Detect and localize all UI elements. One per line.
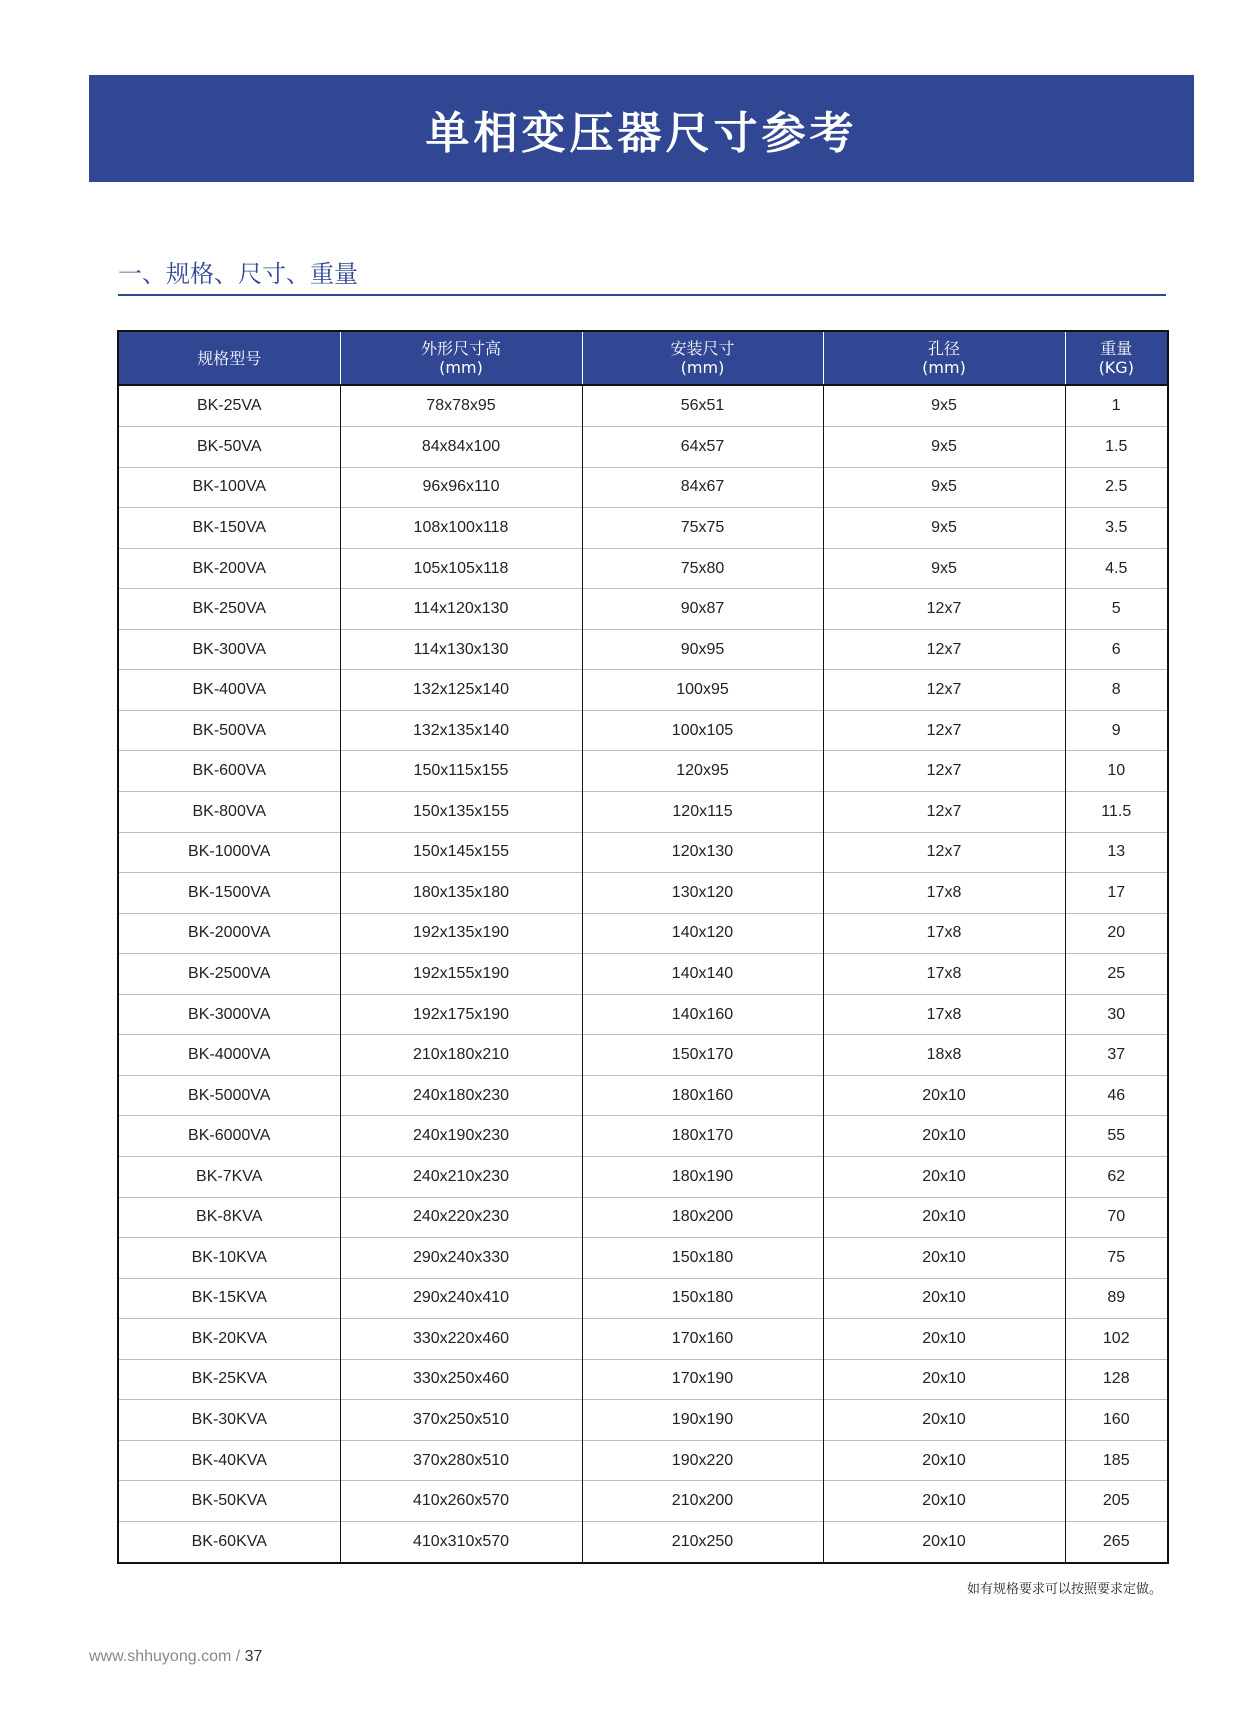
table-row [118, 1238, 1168, 1279]
table-row [118, 427, 1168, 468]
mount-size-cell: 56x51 [582, 385, 823, 427]
model-cell: BK-10KVA [118, 1238, 340, 1279]
mount-size-cell: 210x200 [582, 1481, 823, 1522]
outer-size-cell: 240x190x230 [340, 1116, 582, 1157]
table-row [118, 1521, 1168, 1563]
header-mount-size [582, 331, 823, 385]
hole-cell: 20x10 [823, 1278, 1065, 1319]
header-model-label: 规格型号 [197, 348, 262, 368]
table-row [118, 385, 1168, 427]
model-cell: BK-25KVA [118, 1359, 340, 1400]
mount-size-cell: 130x120 [582, 873, 823, 914]
hole-cell: 9x5 [823, 467, 1065, 508]
mount-size-cell: 140x140 [582, 954, 823, 995]
outer-size-cell: 105x105x118 [340, 548, 582, 589]
hole-cell: 20x10 [823, 1481, 1065, 1522]
mount-size-cell: 170x160 [582, 1319, 823, 1360]
table-row [118, 1035, 1168, 1076]
mount-size-cell: 180x190 [582, 1156, 823, 1197]
table-row [118, 670, 1168, 711]
custom-note: 如有规格要求可以按照要求定做。 [966, 1582, 1162, 1597]
hole-cell: 9x5 [823, 427, 1065, 468]
table-row [118, 994, 1168, 1035]
mount-size-cell: 100x105 [582, 710, 823, 751]
section-heading [118, 254, 1166, 296]
mount-size-cell: 180x200 [582, 1197, 823, 1238]
outer-size-cell: 210x180x210 [340, 1035, 582, 1076]
hole-cell: 12x7 [823, 710, 1065, 751]
hole-cell: 17x8 [823, 954, 1065, 995]
weight-cell: 20 [1065, 913, 1168, 954]
outer-size-cell: 410x260x570 [340, 1481, 582, 1522]
weight-cell: 55 [1065, 1116, 1168, 1157]
header-outer-size-unit: (mm) [439, 358, 483, 377]
outer-size-cell: 330x220x460 [340, 1319, 582, 1360]
outer-size-cell: 78x78x95 [340, 385, 582, 427]
spec-table [117, 330, 1169, 1564]
weight-cell: 8 [1065, 670, 1168, 711]
outer-size-cell: 290x240x410 [340, 1278, 582, 1319]
model-cell: BK-60KVA [118, 1521, 340, 1563]
outer-size-cell: 132x135x140 [340, 710, 582, 751]
outer-size-cell: 330x250x460 [340, 1359, 582, 1400]
mount-size-cell: 190x220 [582, 1440, 823, 1481]
outer-size-cell: 192x155x190 [340, 954, 582, 995]
model-cell: BK-5000VA [118, 1075, 340, 1116]
weight-cell: 4.5 [1065, 548, 1168, 589]
weight-cell: 25 [1065, 954, 1168, 995]
weight-cell: 89 [1065, 1278, 1168, 1319]
header-weight-unit: (KG) [1098, 358, 1134, 377]
model-cell: BK-200VA [118, 548, 340, 589]
model-cell: BK-1500VA [118, 873, 340, 914]
weight-cell: 205 [1065, 1481, 1168, 1522]
outer-size-cell: 114x130x130 [340, 629, 582, 670]
outer-size-cell: 370x280x510 [340, 1440, 582, 1481]
header-hole-label: 孔径 [927, 339, 960, 358]
model-cell: BK-100VA [118, 467, 340, 508]
weight-cell: 128 [1065, 1359, 1168, 1400]
weight-cell: 75 [1065, 1238, 1168, 1279]
page-footer [89, 1648, 262, 1666]
model-cell: BK-6000VA [118, 1116, 340, 1157]
hole-cell: 9x5 [823, 508, 1065, 549]
model-cell: BK-50KVA [118, 1481, 340, 1522]
page-number: 37 [244, 1648, 263, 1665]
header-model [118, 331, 340, 385]
model-cell: BK-300VA [118, 629, 340, 670]
hole-cell: 20x10 [823, 1440, 1065, 1481]
weight-cell: 62 [1065, 1156, 1168, 1197]
weight-cell: 5 [1065, 589, 1168, 630]
hole-cell: 17x8 [823, 994, 1065, 1035]
table-row [118, 751, 1168, 792]
outer-size-cell: 240x210x230 [340, 1156, 582, 1197]
hole-cell: 12x7 [823, 629, 1065, 670]
header-mount-size-label: 安装尺寸 [670, 339, 735, 358]
weight-cell: 265 [1065, 1521, 1168, 1563]
outer-size-cell: 240x180x230 [340, 1075, 582, 1116]
table-row [118, 1156, 1168, 1197]
table-row [118, 832, 1168, 873]
table-row [118, 792, 1168, 833]
weight-cell: 2.5 [1065, 467, 1168, 508]
model-cell: BK-3000VA [118, 994, 340, 1035]
hole-cell: 20x10 [823, 1075, 1065, 1116]
hole-cell: 20x10 [823, 1359, 1065, 1400]
title-banner [89, 75, 1194, 182]
model-cell: BK-400VA [118, 670, 340, 711]
table-row [118, 1481, 1168, 1522]
outer-size-cell: 290x240x330 [340, 1238, 582, 1279]
table-body [118, 385, 1168, 1563]
mount-size-cell: 75x80 [582, 548, 823, 589]
table-row [118, 954, 1168, 995]
hole-cell: 12x7 [823, 792, 1065, 833]
table-row [118, 1400, 1168, 1441]
hole-cell: 20x10 [823, 1521, 1065, 1563]
outer-size-cell: 410x310x570 [340, 1521, 582, 1563]
weight-cell: 6 [1065, 629, 1168, 670]
mount-size-cell: 75x75 [582, 508, 823, 549]
hole-cell: 12x7 [823, 832, 1065, 873]
table-row [118, 1075, 1168, 1116]
model-cell: BK-7KVA [118, 1156, 340, 1197]
hole-cell: 20x10 [823, 1116, 1065, 1157]
hole-cell: 20x10 [823, 1400, 1065, 1441]
model-cell: BK-8KVA [118, 1197, 340, 1238]
model-cell: BK-500VA [118, 710, 340, 751]
weight-cell: 3.5 [1065, 508, 1168, 549]
table-row [118, 589, 1168, 630]
weight-cell: 102 [1065, 1319, 1168, 1360]
table-row [118, 1359, 1168, 1400]
header-mount-size-unit: (mm) [680, 358, 725, 377]
mount-size-cell: 150x180 [582, 1238, 823, 1279]
weight-cell: 70 [1065, 1197, 1168, 1238]
outer-size-cell: 150x115x155 [340, 751, 582, 792]
hole-cell: 12x7 [823, 589, 1065, 630]
header-outer-size-label: 外形尺寸高 [420, 339, 501, 358]
weight-cell: 9 [1065, 710, 1168, 751]
outer-size-cell: 192x135x190 [340, 913, 582, 954]
hole-cell: 12x7 [823, 751, 1065, 792]
mount-size-cell: 140x160 [582, 994, 823, 1035]
table-row [118, 1319, 1168, 1360]
hole-cell: 9x5 [823, 385, 1065, 427]
weight-cell: 17 [1065, 873, 1168, 914]
model-cell: BK-50VA [118, 427, 340, 468]
hole-cell: 20x10 [823, 1156, 1065, 1197]
model-cell: BK-800VA [118, 792, 340, 833]
model-cell: BK-2000VA [118, 913, 340, 954]
mount-size-cell: 64x57 [582, 427, 823, 468]
page-title: 单相变压器尺寸参考 [425, 107, 858, 159]
mount-size-cell: 180x160 [582, 1075, 823, 1116]
header-outer-size [340, 331, 582, 385]
table-row [118, 508, 1168, 549]
mount-size-cell: 190x190 [582, 1400, 823, 1441]
model-cell: BK-40KVA [118, 1440, 340, 1481]
hole-cell: 9x5 [823, 548, 1065, 589]
mount-size-cell: 150x170 [582, 1035, 823, 1076]
mount-size-cell: 120x115 [582, 792, 823, 833]
hole-cell: 20x10 [823, 1238, 1065, 1279]
weight-cell: 10 [1065, 751, 1168, 792]
hole-cell: 20x10 [823, 1319, 1065, 1360]
table-row [118, 467, 1168, 508]
outer-size-cell: 84x84x100 [340, 427, 582, 468]
mount-size-cell: 170x190 [582, 1359, 823, 1400]
hole-cell: 20x10 [823, 1197, 1065, 1238]
outer-size-cell: 192x175x190 [340, 994, 582, 1035]
mount-size-cell: 140x120 [582, 913, 823, 954]
model-cell: BK-30KVA [118, 1400, 340, 1441]
outer-size-cell: 150x135x155 [340, 792, 582, 833]
model-cell: BK-600VA [118, 751, 340, 792]
mount-size-cell: 90x87 [582, 589, 823, 630]
mount-size-cell: 90x95 [582, 629, 823, 670]
model-cell: BK-15KVA [118, 1278, 340, 1319]
table-row [118, 629, 1168, 670]
model-cell: BK-25VA [196, 397, 262, 415]
website-link[interactable]: www.shhuyong.com [89, 1648, 232, 1665]
outer-size-cell: 96x96x110 [340, 467, 582, 508]
outer-size-cell: 132x125x140 [340, 670, 582, 711]
outer-size-cell: 180x135x180 [340, 873, 582, 914]
outer-size-cell: 114x120x130 [340, 589, 582, 630]
mount-size-cell: 180x170 [582, 1116, 823, 1157]
weight-cell: 160 [1065, 1400, 1168, 1441]
outer-size-cell: 108x100x118 [340, 508, 582, 549]
section-title: 一、规格、尺寸、重量 [118, 260, 358, 288]
table-row [118, 1278, 1168, 1319]
weight-cell: 1.5 [1065, 427, 1168, 468]
header-weight-label: 重量 [1100, 339, 1133, 358]
table-row [118, 1197, 1168, 1238]
weight-cell: 1 [1065, 385, 1168, 427]
header-hole [823, 331, 1065, 385]
mount-size-cell: 100x95 [582, 670, 823, 711]
model-cell: BK-1000VA [118, 832, 340, 873]
mount-size-cell: 210x250 [582, 1521, 823, 1563]
weight-cell: 185 [1065, 1440, 1168, 1481]
table-row [118, 1116, 1168, 1157]
hole-cell: 17x8 [823, 913, 1065, 954]
table-row [118, 1440, 1168, 1481]
table-row [118, 548, 1168, 589]
model-cell: BK-150VA [118, 508, 340, 549]
table-row [118, 873, 1168, 914]
hole-cell: 17x8 [823, 873, 1065, 914]
mount-size-cell: 150x180 [582, 1278, 823, 1319]
table-header-row [118, 331, 1168, 385]
outer-size-cell: 370x250x510 [340, 1400, 582, 1441]
weight-cell: 37 [1065, 1035, 1168, 1076]
hole-cell: 18x8 [823, 1035, 1065, 1076]
hole-cell: 12x7 [823, 670, 1065, 711]
mount-size-cell: 84x67 [582, 467, 823, 508]
weight-cell: 30 [1065, 994, 1168, 1035]
weight-cell: 11.5 [1065, 792, 1168, 833]
header-weight [1065, 331, 1168, 385]
mount-size-cell: 120x130 [582, 832, 823, 873]
weight-cell: 46 [1065, 1075, 1168, 1116]
table-row [118, 913, 1168, 954]
model-cell: BK-4000VA [118, 1035, 340, 1076]
outer-size-cell: 150x145x155 [340, 832, 582, 873]
model-cell: BK-250VA [118, 589, 340, 630]
mount-size-cell: 120x95 [582, 751, 823, 792]
footer-separator: / [235, 1648, 241, 1665]
outer-size-cell: 240x220x230 [340, 1197, 582, 1238]
model-cell: BK-20KVA [118, 1319, 340, 1360]
model-cell: BK-2500VA [118, 954, 340, 995]
weight-cell: 13 [1065, 832, 1168, 873]
header-hole-unit: (mm) [922, 358, 966, 377]
table-row [118, 710, 1168, 751]
